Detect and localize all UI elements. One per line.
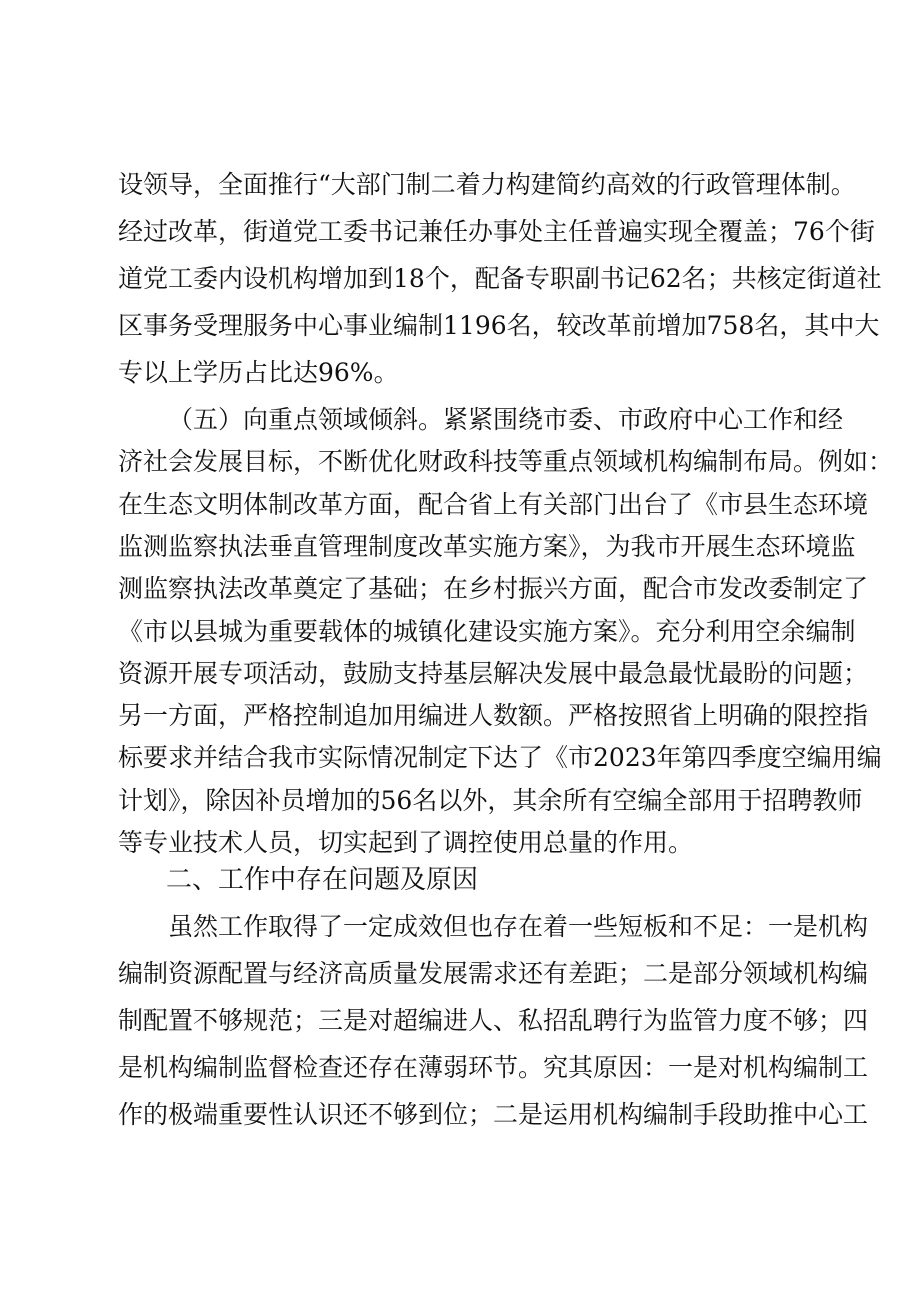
paragraph-line: 专以上学历占比达96%。	[118, 358, 399, 387]
paragraph-line: 测监察执法改革奠定了基础；在乡村振兴方面，配合市发改委制定了	[118, 574, 869, 604]
paragraph-line: 制配置不够规范；三是对超编进人、私招乱聘行为监管力度不够；四	[118, 1006, 869, 1035]
paragraph-line: （五）向重点领域倾斜。紧紧围绕市委、市政府中心工作和经	[168, 405, 844, 434]
section-heading: 二、工作中存在问题及原因	[166, 865, 479, 895]
paragraph-line: 虽然工作取得了一定成效但也存在着一些短板和不足：一是机构	[168, 912, 869, 941]
paragraph-line: 计划》，除因补员增加的56名以外，其余所有空编全部用于招聘教师	[118, 785, 863, 815]
paragraph-line: 标要求并结合我市实际情况制定下达了《市2023年第四季度空编用编	[118, 743, 882, 773]
paragraph-line: 济社会发展目标，不断优化财政科技等重点领域机构编制布局。例如：	[118, 447, 894, 477]
paragraph-line: 经过改革，街道党工委书记兼任办事处主任普遍实现全覆盖；76个街	[118, 217, 875, 246]
paragraph-line: 另一方面，严格控制追加用编进人数额。严格按照省上明确的限控指	[118, 701, 869, 731]
paragraph-line: 作的极端重要性认识还不够到位；二是运用机构编制手段助推中心工	[118, 1100, 869, 1129]
paragraph-line: 《市以县城为重要载体的城镇化建设实施方案》。充分利用空余编制	[118, 616, 856, 646]
paragraph-line: 资源开展专项活动，鼓励支持基层解决发展中最急最忧最盼的问题；	[118, 658, 869, 688]
paragraph-line: 监测监察执法垂直管理制度改革实施方案》，为我市开展生态环境监	[118, 531, 856, 561]
paragraph-line: 是机构编制监督检查还存在薄弱环节。究其原因：一是对机构编制工	[118, 1053, 869, 1082]
paragraph-line: 区事务受理服务中心事业编制1196名，较改革前增加758名，其中大	[118, 311, 880, 340]
paragraph-line: 在生态文明体制改革方面，配合省上有关部门出台了《市县生态环境	[118, 489, 869, 519]
paragraph-line: 等专业技术人员，切实起到了调控使用总量的作用。	[118, 828, 694, 857]
paragraph-line: 设领导，全面推行“大部门制二着力构建简约高效的行政管理体制。	[118, 170, 856, 199]
paragraph-line: 编制资源配置与经济高质量发展需求还有差距；二是部分领域机构编	[118, 959, 869, 988]
paragraph-line: 道党工委内设机构增加到18个，配备专职副书记62名；共核定街道社	[118, 264, 882, 293]
